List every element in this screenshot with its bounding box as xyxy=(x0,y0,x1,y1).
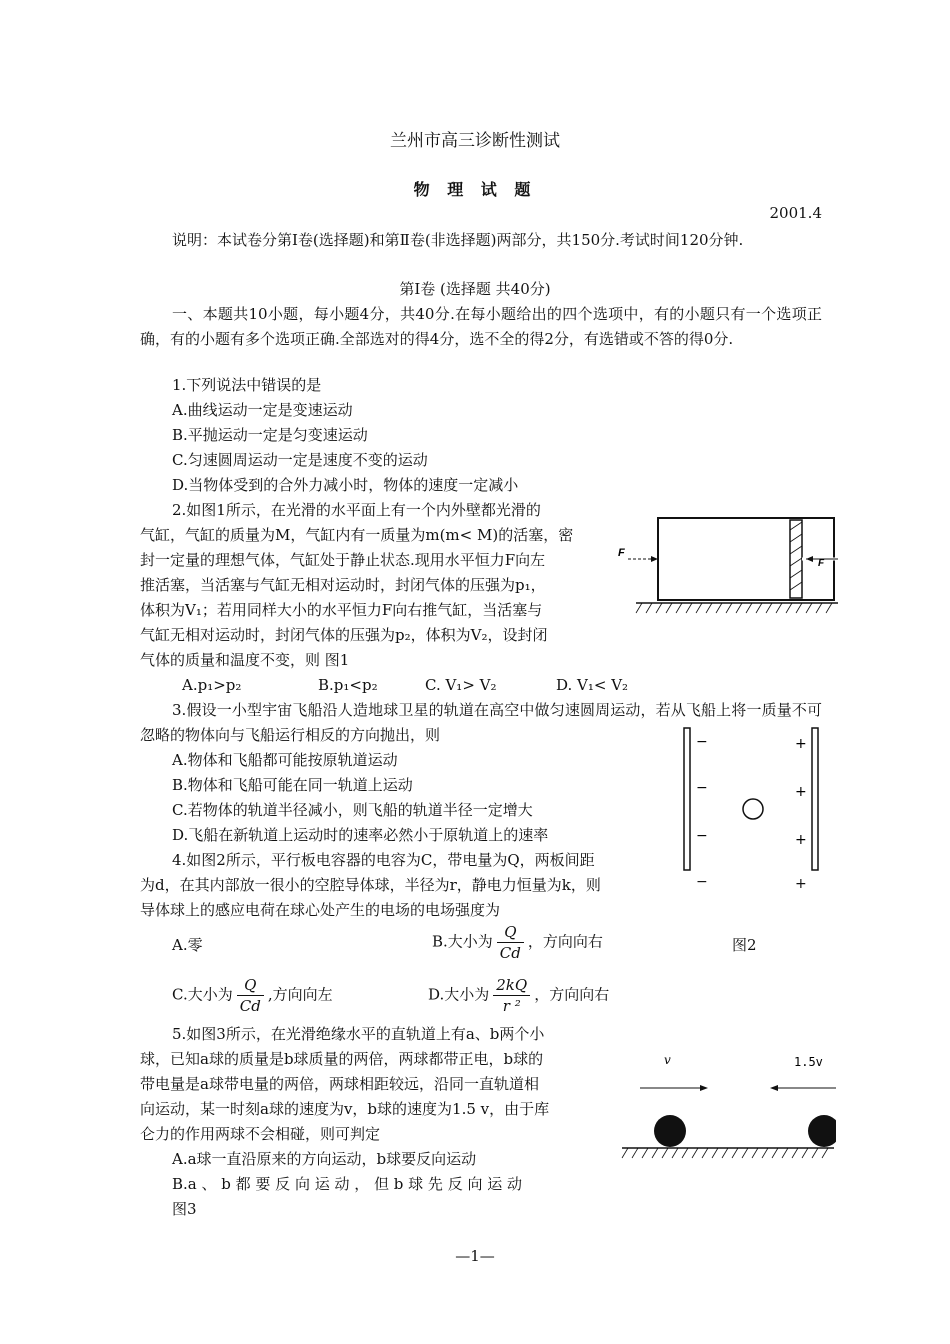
figure-3-label: 图3 xyxy=(172,1200,197,1218)
figure-2-label: 图2 xyxy=(732,936,757,954)
page-title: 兰州市高三诊断性测试 xyxy=(390,131,560,151)
velocity-label-b: 1.5v xyxy=(794,1055,823,1069)
q2-option-a: A.p₁>p₂ xyxy=(182,676,242,694)
conductor-sphere xyxy=(743,799,763,819)
q2-line-7: 气体的质量和温度不变，则 图1 xyxy=(140,651,350,669)
figure-2-capacitor xyxy=(676,724,828,874)
q5-line-4: 向运动，某一时刻a球的速度为v，b球的速度为1.5 v，由于库 xyxy=(140,1100,550,1118)
q4-option-c xyxy=(172,975,333,1016)
q2-line-1: 2.如图1所示，在光滑的水平面上有一个内外壁都光滑的 xyxy=(172,501,541,519)
q5-line-5: 仑力的作用两球不会相碰，则可判定 xyxy=(140,1125,381,1143)
right-plate xyxy=(812,728,818,870)
q5-option-b: B.a 、 b 都 要 反 向 运 动 ， 但 b 球 先 反 向 运 动 xyxy=(172,1175,522,1193)
frac-den: Cd xyxy=(239,997,261,1015)
exam-note: 说明：本试卷分第Ⅰ卷(选择题)和第Ⅱ卷(非选择题)两部分，共150分.考试时间120分钟. xyxy=(172,231,744,249)
q4-option-c-suffix: ,方向向左 xyxy=(267,985,333,1004)
q4-option-c-fraction xyxy=(237,975,264,1016)
q2-option-b: B.p₁<p₂ xyxy=(318,676,378,694)
q5-option-a: A.a球一直沿原来的方向运动，b球要反向运动 xyxy=(172,1150,477,1168)
q3-option-b: B.物体和飞船可能在同一轨道上运动 xyxy=(172,776,413,794)
left-plate xyxy=(684,728,690,870)
instructions: 一、本题共10小题，每小题4分，共40分.在每小题给出的四个选项中，有的小题只有一个选项正确，有的小题有多个选项正确.全部选对的得4分，选不全的得2分，有选错或不答的得0分. xyxy=(140,305,822,348)
q1-option-c: C.匀速圆周运动一定是速度不变的运动 xyxy=(172,451,428,469)
q5-line-1: 5.如图3所示，在光滑绝缘水平的直轨道上有a、b两个小 xyxy=(172,1025,545,1043)
minus-sign: − xyxy=(696,828,708,844)
velocity-label-a: v xyxy=(664,1053,671,1067)
q2-line-3: 封一定量的理想气体，气缸处于静止状态.现用水平恒力F向左 xyxy=(140,551,546,569)
force-label-left: F xyxy=(618,547,625,559)
force-label-right: F xyxy=(818,558,825,569)
q4-line-1: 4.如图2所示，平行板电容器的电容为C，带电量为Q，两板间距 xyxy=(172,851,595,869)
frac-num: 2kQ xyxy=(493,975,530,996)
q3-option-d: D.飞船在新轨道上运动时的速率必然小于原轨道上的速率 xyxy=(172,826,549,844)
q5-line-2: 球，已知a球的质量是b球质量的两倍，两球都带正电，b球的 xyxy=(140,1050,544,1068)
q2-line-6: 气缸无相对运动时，封闭气体的压强为p₂，体积为V₂，设封闭 xyxy=(140,626,548,644)
q4-option-d xyxy=(428,975,609,1016)
plus-sign: + xyxy=(795,832,807,848)
frac-num: Q xyxy=(237,975,264,996)
q2-line-4: 推活塞，当活塞与气缸无相对运动时，封闭气体的压强为p₁， xyxy=(140,576,546,594)
q4-option-a: A.零 xyxy=(172,936,203,954)
q5-line-3: 带电量是a球带电量的两倍，两球相距较远，沿同一直轨道相 xyxy=(140,1075,539,1093)
section-title: 第Ⅰ卷 (选择题 共40分) xyxy=(399,280,551,298)
q1-stem: 1.下列说法中错误的是 xyxy=(172,376,322,394)
plus-sign: + xyxy=(795,736,807,752)
minus-sign: − xyxy=(696,734,708,750)
q4-option-d-suffix: ，方向向右 xyxy=(534,985,610,1004)
figure-1-cylinder xyxy=(612,508,838,620)
frac-den: Cd xyxy=(499,944,521,962)
q2-line-5: 体积为V₁；若用同样大小的水平恒力F向右推气缸，当活塞与 xyxy=(140,601,543,619)
q4-option-c-prefix: C.大小为 xyxy=(172,985,233,1004)
frac-den: r ² xyxy=(502,997,521,1015)
q4-option-b-suffix: ，方向向右 xyxy=(527,932,603,951)
q4-option-d-fraction xyxy=(493,975,530,1016)
minus-sign: − xyxy=(696,780,708,796)
frac-num: Q xyxy=(497,922,524,943)
q4-option-b-prefix: B.大小为 xyxy=(432,932,493,951)
figure-3-balls xyxy=(618,1046,836,1164)
q2-line-2: 气缸，气缸的质量为M，气缸内有一质量为m(m< M)的活塞，密 xyxy=(140,526,574,544)
ball-a xyxy=(654,1115,686,1147)
q1-option-a: A.曲线运动一定是变速运动 xyxy=(172,401,353,419)
ball-b xyxy=(808,1115,836,1147)
q4-option-b xyxy=(432,922,603,963)
page-number: —1— xyxy=(455,1247,495,1265)
minus-sign: − xyxy=(696,874,708,890)
exam-date: 2001.4 xyxy=(769,204,822,222)
q2-option-d: D. V₁< V₂ xyxy=(556,676,629,694)
q3-option-a: A.物体和飞船都可能按原轨道运动 xyxy=(172,751,398,769)
q3-stem: 3.假设一小型宇宙飞船沿人造地球卫星的轨道在高空中做匀速圆周运动，若从飞船上将一质量不可忽略的物体向与飞船运行相反的方向抛出，则 xyxy=(140,701,822,744)
plus-sign: + xyxy=(795,784,807,800)
q2-option-c: C. V₁> V₂ xyxy=(425,676,497,694)
subject-title: 物 理 试 题 xyxy=(413,180,537,199)
q3-option-c: C.若物体的轨道半径减小，则飞船的轨道半径一定增大 xyxy=(172,801,533,819)
q1-option-b: B.平抛运动一定是匀变速运动 xyxy=(172,426,368,444)
q4-line-3: 导体球上的感应电荷在球心处产生的电场的电场强度为 xyxy=(140,901,501,919)
q1-option-d: D.当物体受到的合外力减小时，物体的速度一定减小 xyxy=(172,476,519,494)
q4-line-2: 为d，在其内部放一很小的空腔导体球，半径为r，静电力恒量为k，则 xyxy=(140,876,601,894)
q4-option-b-fraction xyxy=(497,922,524,963)
q4-option-d-prefix: D.大小为 xyxy=(428,985,490,1004)
plus-sign: + xyxy=(795,876,807,892)
